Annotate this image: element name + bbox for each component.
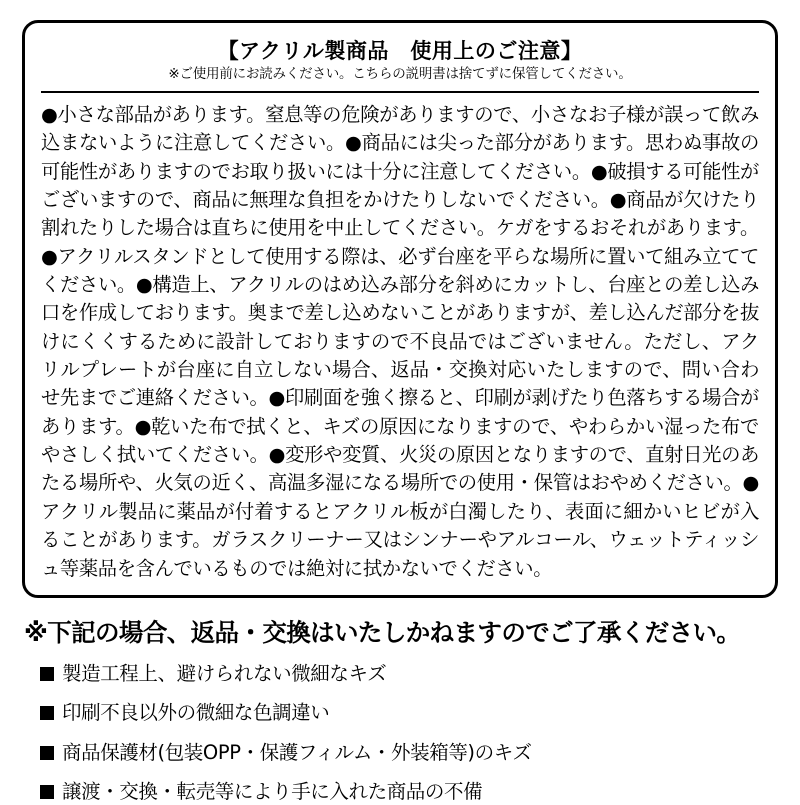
returns-heading: ※下記の場合、返品・交換はいたしかねますのでご了承ください。 bbox=[24, 617, 741, 647]
divider bbox=[41, 91, 759, 93]
notice-body-text: ●小さな部品があります。窒息等の危険がありますので、小さなお子様が誤って飲み込まないように注意してください。●商品には尖った部分があります。思わぬ事故の可能性がありますのでお取り扱いには十分に注意してください。●破損する可能性がございますので、商品に無理な負担をかけたりしないでください。●商品が欠けたり割れたりした場合は直ちに使用を中止してください。ケガをするおそれがあります。●アクリルスタンドとして使用する際は、必ず台座を平らな場所に置いて組み立ててください。●構造上、アクリルのはめ込み部分を斜めにカットし、台座との差し込み口を作成しております。奥まで差し込めないことがありますが、差し込んだ部分を抜けにくくするために設計しておりますので不良品ではございません。ただし、アクリルプレートが台座に自立しない場合、返品・交換対応いたしますので、問い合わせ先までご連絡ください。●印刷面を強く擦ると、印刷が剥げたり色落ちする場合があります。●乾いた布で拭くと、キズの原因になりますので、やわらかい湿った布でやさしく拭いてください。●変形や変質、火災の原因となりますので、直射日光のあたる場所や、火気の近く、高温多湿になる場所での使用・保管はおやめください。●アクリル製品に薬品が付着するとアクリル板が白濁したり、表面に細かいヒビが入ることがあります。ガラスクリーナー又はシンナーやアルコール、ウェットティッシュ等薬品を含んでいるものでは絶対に拭かないでください。 bbox=[41, 102, 759, 580]
notice-title: 【アクリル製商品 使用上のご注意】 bbox=[217, 39, 583, 63]
square-bullet-icon bbox=[40, 785, 54, 799]
returns-section bbox=[22, 614, 778, 805]
list-item-label: 譲渡・交換・転売等により手に入れた商品の不備 bbox=[62, 779, 483, 803]
returns-list bbox=[22, 661, 778, 805]
list-item bbox=[40, 700, 778, 726]
square-bullet-icon bbox=[40, 746, 54, 760]
notice-subtitle: ※ご使用前にお読みください。こちらの説明書は捨てずに保管してください。 bbox=[168, 66, 632, 83]
list-item-label: 製造工程上、避けられない微細なキズ bbox=[62, 661, 387, 685]
square-bullet-icon bbox=[40, 706, 54, 720]
square-bullet-icon bbox=[40, 667, 54, 681]
list-item bbox=[40, 779, 778, 805]
notice-box bbox=[22, 20, 778, 598]
list-item bbox=[40, 740, 778, 766]
list-item bbox=[40, 661, 778, 687]
list-item-label: 印刷不良以外の微細な色調違い bbox=[62, 701, 330, 725]
list-item-label: 商品保護材(包装OPP・保護フィルム・外装箱等)のキズ bbox=[62, 740, 532, 764]
